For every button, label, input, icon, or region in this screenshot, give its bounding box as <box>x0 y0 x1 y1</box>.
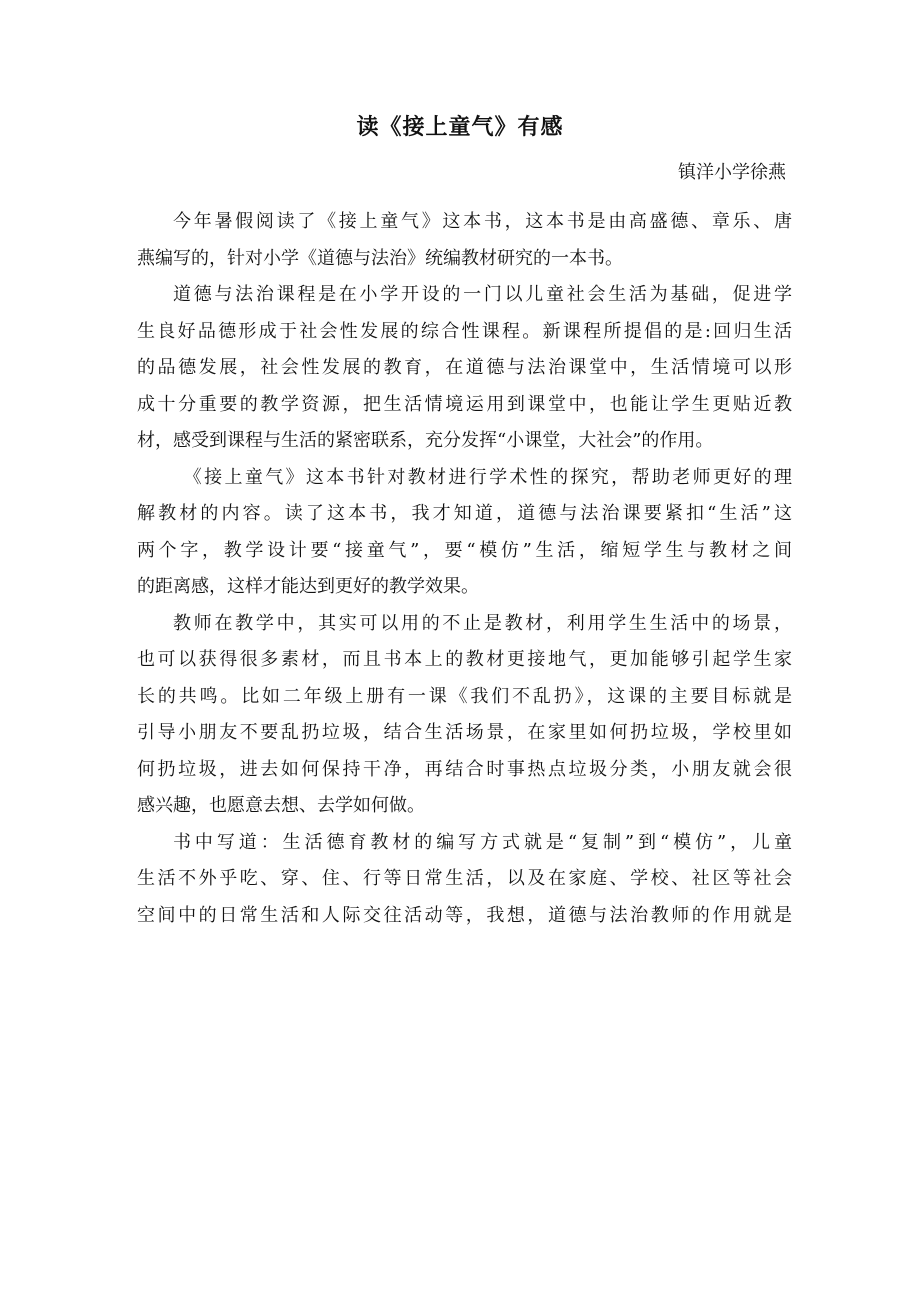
text-line: 解教材的内容。读了这本书，我才知道，道德与法治课要紧扣“生活”这 <box>137 503 792 524</box>
text-line: 燕编写的，针对小学《道德与法治》统编教材研究的一本书。 <box>137 247 623 269</box>
text-line: 《接上童气》这本书针对教材进行学术性的探究，帮助老师更好的理 <box>183 466 792 488</box>
text-line: 长的共鸣。比如二年级上册有一课《我们不乱扔》，这课的主要目标就是 <box>137 685 792 707</box>
text-line: 的品德发展，社会性发展的教育，在道德与法治课堂中，生活情境可以形 <box>137 357 792 378</box>
paragraph <box>137 204 792 277</box>
text-line: 的距离感，这样才能达到更好的教学效果。 <box>137 576 479 597</box>
paragraph <box>137 277 792 460</box>
text-line: 生良好品德形成于社会性发展的综合性课程。新课程所提倡的是:回归生活 <box>137 320 792 342</box>
text-line: 教师在教学中，其实可以用的不止是教材，利用学生生活中的场景， <box>173 612 792 634</box>
text-line: 今年暑假阅读了《接上童气》这本书，这本书是由高盛德、章乐、唐 <box>173 211 792 232</box>
paragraph <box>137 606 792 825</box>
text-line: 两个字，教学设计要“接童气”，要“模仿”生活，缩短学生与教材之间 <box>137 539 792 561</box>
author-name: 镇洋小学徐燕 <box>678 162 786 183</box>
text-line: 生活不外乎吃、穿、住、行等日常生活，以及在家庭、学校、社区等社会 <box>137 868 792 889</box>
text-line: 也可以获得很多素材，而且书本上的教材更接地气，更加能够引起学生家 <box>137 649 792 670</box>
text-line: 书中写道：生活德育教材的编写方式就是“复制”到“模仿”，儿童 <box>173 831 792 853</box>
paragraph <box>137 460 792 606</box>
text-line: 材，感受到课程与生活的紧密联系，充分发挥“小课堂，大社会”的作用。 <box>137 430 714 451</box>
text-line: 道德与法治课程是在小学开设的一门以儿童社会生活为基础，促进学 <box>173 284 792 305</box>
text-line: 空间中的日常生活和人际交往活动等，我想，道德与法治教师的作用就是 <box>137 904 792 926</box>
paragraph <box>137 825 792 935</box>
text-line: 成十分重要的教学资源，把生活情境运用到课堂中，也能让学生更贴近教 <box>137 393 792 415</box>
document-body <box>137 204 792 934</box>
document-title: 读《接上童气》有感 <box>356 115 564 140</box>
text-line: 引导小朋友不要乱扔垃圾，结合生活场景，在家里如何扔垃圾，学校里如 <box>137 722 792 743</box>
text-line: 感兴趣，也愿意去想、去学如何做。 <box>137 795 425 816</box>
text-line: 何扔垃圾，进去如何保持干净，再结合时事热点垃圾分类，小朋友就会很 <box>137 758 792 780</box>
